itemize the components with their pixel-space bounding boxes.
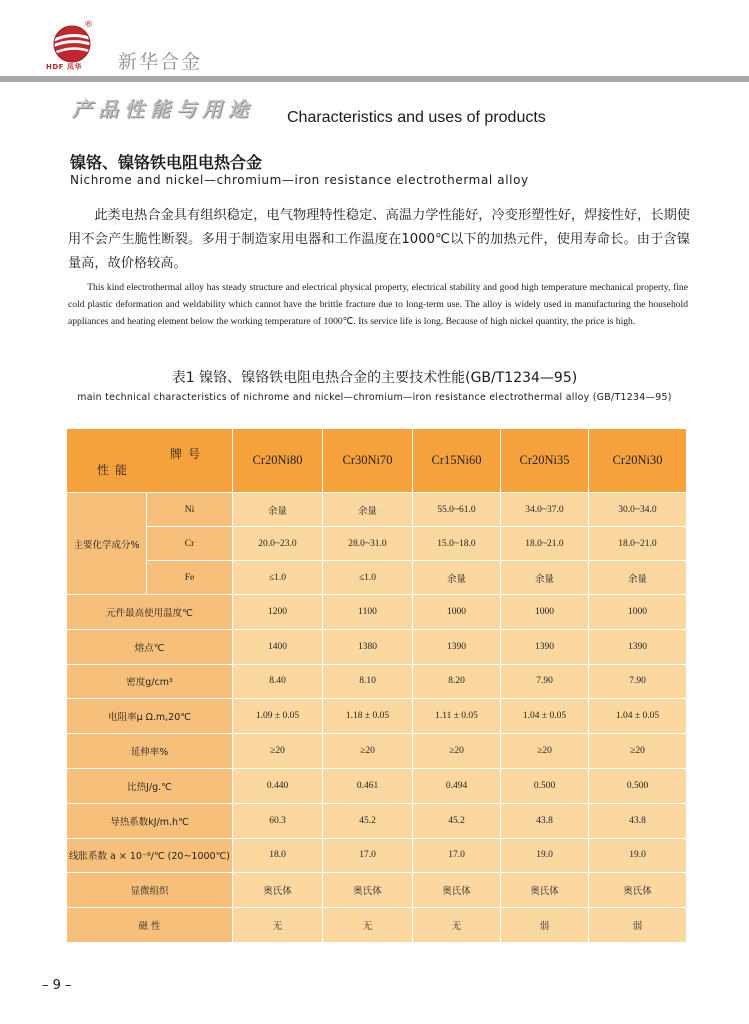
- table-cell: 60.3: [233, 803, 323, 838]
- table-cell: 0.461: [323, 768, 413, 803]
- element-label: Cr: [147, 527, 233, 561]
- table-row: [67, 629, 687, 664]
- table-cell: 20.0~23.0: [233, 527, 323, 561]
- table-row: [67, 838, 687, 873]
- table-cell: 0.494: [413, 768, 501, 803]
- properties-table: [66, 428, 687, 943]
- table-cell: 19.0: [589, 838, 687, 873]
- table-row: [67, 699, 687, 734]
- logo-text: HDF 凤华: [46, 63, 82, 71]
- table-row: [67, 527, 687, 561]
- table-cell: 奥氏体: [501, 873, 589, 908]
- table-row: [67, 734, 687, 769]
- table-cell: 0.500: [589, 768, 687, 803]
- table-cell: 1000: [501, 595, 589, 630]
- property-label: 显微组织: [67, 873, 233, 908]
- grade-header: Cr30Ni70: [323, 429, 413, 493]
- table-cell: 奥氏体: [589, 873, 687, 908]
- table-cell: ≤1.0: [323, 561, 413, 595]
- table-cell: 无: [323, 908, 413, 943]
- table-cell: 30.0~34.0: [589, 493, 687, 527]
- table-row: [67, 803, 687, 838]
- table-row: [67, 873, 687, 908]
- table-cell: 45.2: [413, 803, 501, 838]
- table-cell: 8.40: [233, 664, 323, 699]
- section-title-en: Characteristics and uses of products: [287, 109, 546, 126]
- property-label: 电阻率μ Ω.m,20℃: [67, 699, 233, 734]
- table-cell: 0.440: [233, 768, 323, 803]
- table-cell: ≥20: [501, 734, 589, 769]
- table-cell: ≥20: [589, 734, 687, 769]
- table-cell: 28.0~31.0: [323, 527, 413, 561]
- grade-header: Cr15Ni60: [413, 429, 501, 493]
- table-cell: 43.8: [501, 803, 589, 838]
- table-cell: 1.04 ± 0.05: [501, 699, 589, 734]
- heading-en: Nichrome and nickel—chromium—iron resistance electrothermal alloy: [70, 173, 529, 187]
- table-cell: 奥氏体: [233, 873, 323, 908]
- property-label: 线胀系数 a × 10⁻⁶/℃ (20~1000℃): [67, 838, 233, 873]
- description-en: This kind electrothermal alloy has steady structure and electrical physical property, electrical stability and good high temperature mechanical property, fine cold plastic deformation and weldability which cannot have the brittle fracture due to long-term use. The alloy is widely used in manufacturing the household appliances and heating element below the working temperature of 1000℃. Its service life is long. Because of high nickel quantity, the price is high.: [68, 282, 688, 327]
- table-cell: 45.2: [323, 803, 413, 838]
- table-cell: 余量: [501, 561, 589, 595]
- table-cell: 18.0~21.0: [501, 527, 589, 561]
- table-caption-cn: 表1 镍铬、镍铬铁电阻电热合金的主要技术性能(GB/T1234—95): [171, 370, 578, 386]
- grade-header: Cr20Ni30: [589, 429, 687, 493]
- table-cell: 1380: [323, 629, 413, 664]
- table-cell: ≥20: [323, 734, 413, 769]
- table-cell: 7.90: [501, 664, 589, 699]
- section-title-cn: 产品性能与用途: [72, 97, 254, 121]
- table-cell: 1390: [413, 629, 501, 664]
- brand-name: 新华合金: [118, 51, 203, 73]
- property-label: 磁 性: [67, 908, 233, 943]
- table-row: [67, 493, 687, 527]
- table-header-row: [67, 429, 687, 493]
- table-row: [67, 595, 687, 630]
- table-cell: 15.0~18.0: [413, 527, 501, 561]
- table-cell: 1390: [501, 629, 589, 664]
- table-cell: 18.0: [233, 838, 323, 873]
- table-cell: 无: [413, 908, 501, 943]
- table-cell: 0.500: [501, 768, 589, 803]
- table-cell: ≥20: [413, 734, 501, 769]
- table-cell: 1.04 ± 0.05: [589, 699, 687, 734]
- property-label: 延伸率%: [67, 734, 233, 769]
- table-cell: 7.90: [589, 664, 687, 699]
- table-cell: ≥20: [233, 734, 323, 769]
- table-cell: 奥氏体: [413, 873, 501, 908]
- property-label: 熔点℃: [67, 629, 233, 664]
- table-cell: 1000: [413, 595, 501, 630]
- table-cell: 34.0~37.0: [501, 493, 589, 527]
- table-cell: 19.0: [501, 838, 589, 873]
- property-label: 元件最高使用温度℃: [67, 595, 233, 630]
- table-corner-cell: [67, 429, 233, 493]
- table-cell: 17.0: [413, 838, 501, 873]
- table-row: [67, 664, 687, 699]
- table-row: [67, 561, 687, 595]
- table-cell: 余量: [413, 561, 501, 595]
- table-cell: 1.11 ± 0.05: [413, 699, 501, 734]
- table-cell: 弱: [589, 908, 687, 943]
- table-cell: 弱: [501, 908, 589, 943]
- table-cell: 18.0~21.0: [589, 527, 687, 561]
- corner-property-label: 性能: [97, 463, 134, 477]
- property-label: 比热J/g.℃: [67, 768, 233, 803]
- element-label: Ni: [147, 493, 233, 527]
- table-cell: 1200: [233, 595, 323, 630]
- table-cell: 8.20: [413, 664, 501, 699]
- table-cell: 1100: [323, 595, 413, 630]
- table-cell: 8.10: [323, 664, 413, 699]
- chemical-composition-label: 主要化学成分%: [67, 493, 147, 595]
- description-cn: 此类电热合金具有组织稳定，电气物理特性稳定、高温力学性能好，冷变形塑性好，焊接性好，长期使用不会产生脆性断裂。多用于制造家用电器和工作温度在1000℃以下的加热元件，使用寿命长。由于含镍量高，故价格较高。: [68, 208, 690, 271]
- element-label: Fe: [147, 561, 233, 595]
- table-cell: 55.0~61.0: [413, 493, 501, 527]
- table-caption-en: main technical characteristics of nichrome and nickel—chromium—iron resistance electrothermal alloy (GB/T1234—95): [77, 392, 672, 403]
- grade-header: Cr20Ni35: [501, 429, 589, 493]
- table-cell: ≤1.0: [233, 561, 323, 595]
- heading-cn: 镍铬、镍铬铁电阻电热合金: [70, 153, 263, 172]
- table-cell: 1000: [589, 595, 687, 630]
- corner-grade-label: 牌号: [169, 447, 206, 461]
- table-cell: 无: [233, 908, 323, 943]
- table-cell: 余量: [323, 493, 413, 527]
- registered-mark: ®: [84, 20, 93, 30]
- property-label: 密度g/cm³: [67, 664, 233, 699]
- header-divider: [0, 76, 749, 82]
- table-cell: 17.0: [323, 838, 413, 873]
- grade-header: Cr20Ni80: [233, 429, 323, 493]
- table-cell: 余量: [589, 561, 687, 595]
- table-cell: 1400: [233, 629, 323, 664]
- table-cell: 43.8: [589, 803, 687, 838]
- table-cell: 奥氏体: [323, 873, 413, 908]
- table-cell: 1.18 ± 0.05: [323, 699, 413, 734]
- table-cell: 1390: [589, 629, 687, 664]
- property-label: 导热系数kJ/m.h℃: [67, 803, 233, 838]
- table-row: [67, 908, 687, 943]
- table-cell: 1.09 ± 0.05: [233, 699, 323, 734]
- page-number: – 9 –: [42, 978, 72, 993]
- table-cell: 余量: [233, 493, 323, 527]
- table-row: [67, 768, 687, 803]
